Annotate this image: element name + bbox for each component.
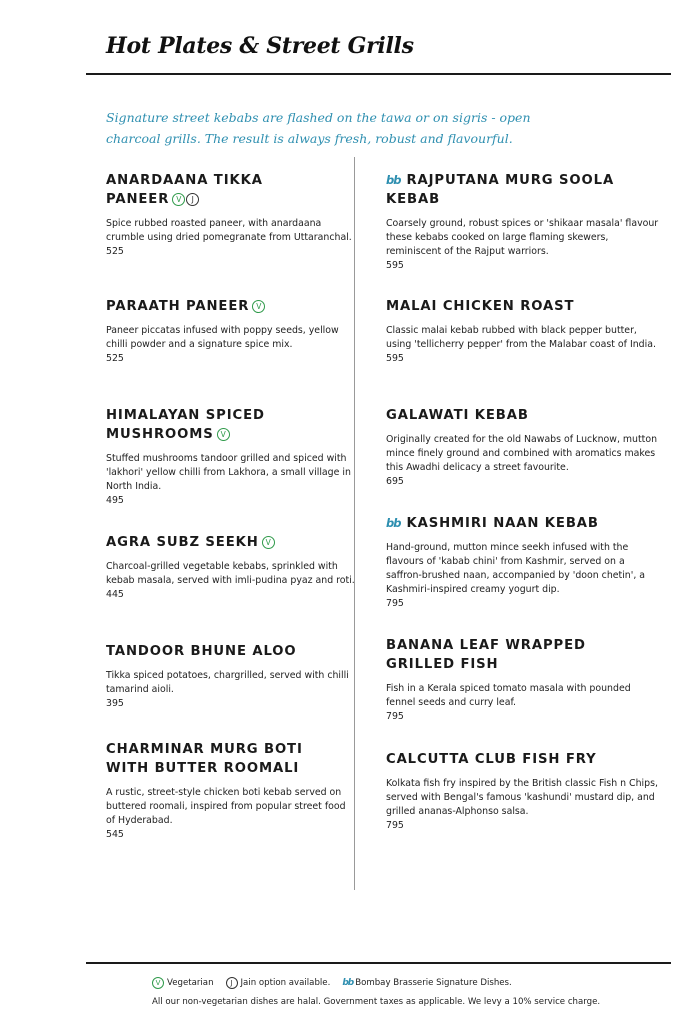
dish-price: 595 [386,260,404,271]
dish-name: CHARMINAR MURG BOTI WITH BUTTER ROOMALI [106,742,303,776]
dish-price: 795 [386,711,404,722]
footer-note: All our non-vegetarian dishes are halal. Government taxes as applicable. We levy a 10% service charge. [152,997,601,1007]
dish-description: Tikka spiced potatoes, chargrilled, served with chilli tamarind aioli. [106,670,349,695]
vegetarian-icon: V [172,193,185,206]
dish-description: A rustic, street-style chicken boti kebab served on buttered roomali, inspired from popular street food of Hyderabad. [106,787,346,826]
jain-icon: J [186,193,199,206]
dish-description: Classic malai kebab rubbed with black pepper butter, using 'tellicherry pepper' from the Malabar coast of India. [386,325,656,350]
menu-item-paraath-paneer [106,297,356,366]
dish-name: TANDOOR BHUNE ALOO [106,644,297,659]
dish-name: GALAWATI KEBAB [386,408,529,423]
dish-price: 595 [386,353,404,364]
dish-name: PARAATH PANEER V [106,297,356,316]
dish-name: CALCUTTA CLUB FISH FRY [386,752,597,767]
dish-price: 495 [106,495,124,506]
dish-description: Originally created for the old Nawabs of Lucknow, mutton mince finely ground and combined with aromatics makes this Awadhi delicacy a street favourite. [386,434,658,473]
dish-description: Kolkata fish fry inspired by the British classic Fish n Chips, served with Bengal's famous 'kashundi' mustard dip, and grilled ananas-Alphonso salsa. [386,778,658,817]
menu-item-rajputana-murg-soola-kebab [386,171,661,273]
menu-item-himalayan-spiced-mushrooms [106,406,356,508]
menu-item-tandoor-bhune-aloo [106,642,356,711]
dish-price: 525 [106,353,124,364]
dish-name: ANARDAANA TIKKA PANEER V J [106,173,263,207]
menu-item-kashmiri-naan-kebab [386,514,661,611]
menu-item-agra-subz-seekh [106,533,356,602]
jain-icon: J [226,977,238,989]
legend-jain: Jain option available. [240,978,331,988]
title-divider [86,73,671,75]
dish-name: bb RAJPUTANA MURG SOOLA KEBAB [386,173,615,207]
dish-price: 395 [106,698,124,709]
menu-item-galawati-kebab [386,406,661,489]
dish-description: Fish in a Kerala spiced tomato masala with pounded fennel seeds and curry leaf. [386,683,631,708]
dish-description: Coarsely ground, robust spices or 'shikaar masala' flavour these kebabs cooked on large flaming skewers, reminiscent of the Rajput warriors. [386,218,659,257]
legend-signature: Bombay Brasserie Signature Dishes. [355,978,512,988]
dish-price: 545 [106,829,124,840]
dish-price: 525 [106,246,124,257]
signature-dish-icon: bb [342,978,354,988]
signature-dish-icon: bb [386,516,401,530]
dish-price: 695 [386,476,404,487]
dish-price: 795 [386,820,404,831]
dish-description: Stuffed mushrooms tandoor grilled and spiced with 'lakhori' yellow chilli from Lakhora, a small village in North India. [106,453,351,492]
dish-name: AGRA SUBZ SEEKH V [106,533,356,552]
dish-name: bb KASHMIRI NAAN KEBAB [386,516,599,531]
vegetarian-icon: V [217,428,230,441]
dish-name: HIMALAYAN SPICED MUSHROOMS V [106,408,265,442]
dish-description: Paneer piccatas infused with poppy seeds, yellow chilli powder and a signature spice mix. [106,325,339,350]
dish-price: 445 [106,589,124,600]
dish-description: Spice rubbed roasted paneer, with anardaana crumble using dried pomegranate from Uttaranchal. [106,218,352,243]
intro-text: Signature street kebabs are flashed on the tawa or on sigris - open charcoal grills. The result is always fresh, robust and flavourful. [106,110,531,146]
menu-item-banana-leaf-wrapped-grilled-fish [386,636,661,724]
vegetarian-icon: V [152,977,164,989]
legend [152,977,512,989]
dish-name: BANANA LEAF WRAPPED GRILLED FISH [386,638,586,672]
menu-item-charminar-murg-boti [106,740,356,842]
dish-name: MALAI CHICKEN ROAST [386,299,575,314]
legend-vegetarian: Vegetarian [167,978,214,988]
signature-dish-icon: bb [386,173,401,187]
menu-item-malai-chicken-roast [386,297,661,366]
dish-price: 795 [386,598,404,609]
vegetarian-icon: V [262,536,275,549]
dish-description: Hand-ground, mutton mince seekh infused with the flavours of 'kabab chini' from Kashmir, served on a saffron-brushed naan, accompanied by 'doon chetin', a Kashmiri-inspired creamy yogurt dip. [386,542,646,595]
menu-item-anardaana-tikka-paneer [106,171,356,259]
page-title: Hot Plates & Street Grills [106,33,414,59]
dish-description: Charcoal-grilled vegetable kebabs, sprinkled with kebab masala, served with imli-pudina pyaz and roti. [106,561,355,586]
vegetarian-icon: V [252,300,265,313]
footer-divider [86,962,671,964]
menu-item-calcutta-club-fish-fry [386,750,661,833]
